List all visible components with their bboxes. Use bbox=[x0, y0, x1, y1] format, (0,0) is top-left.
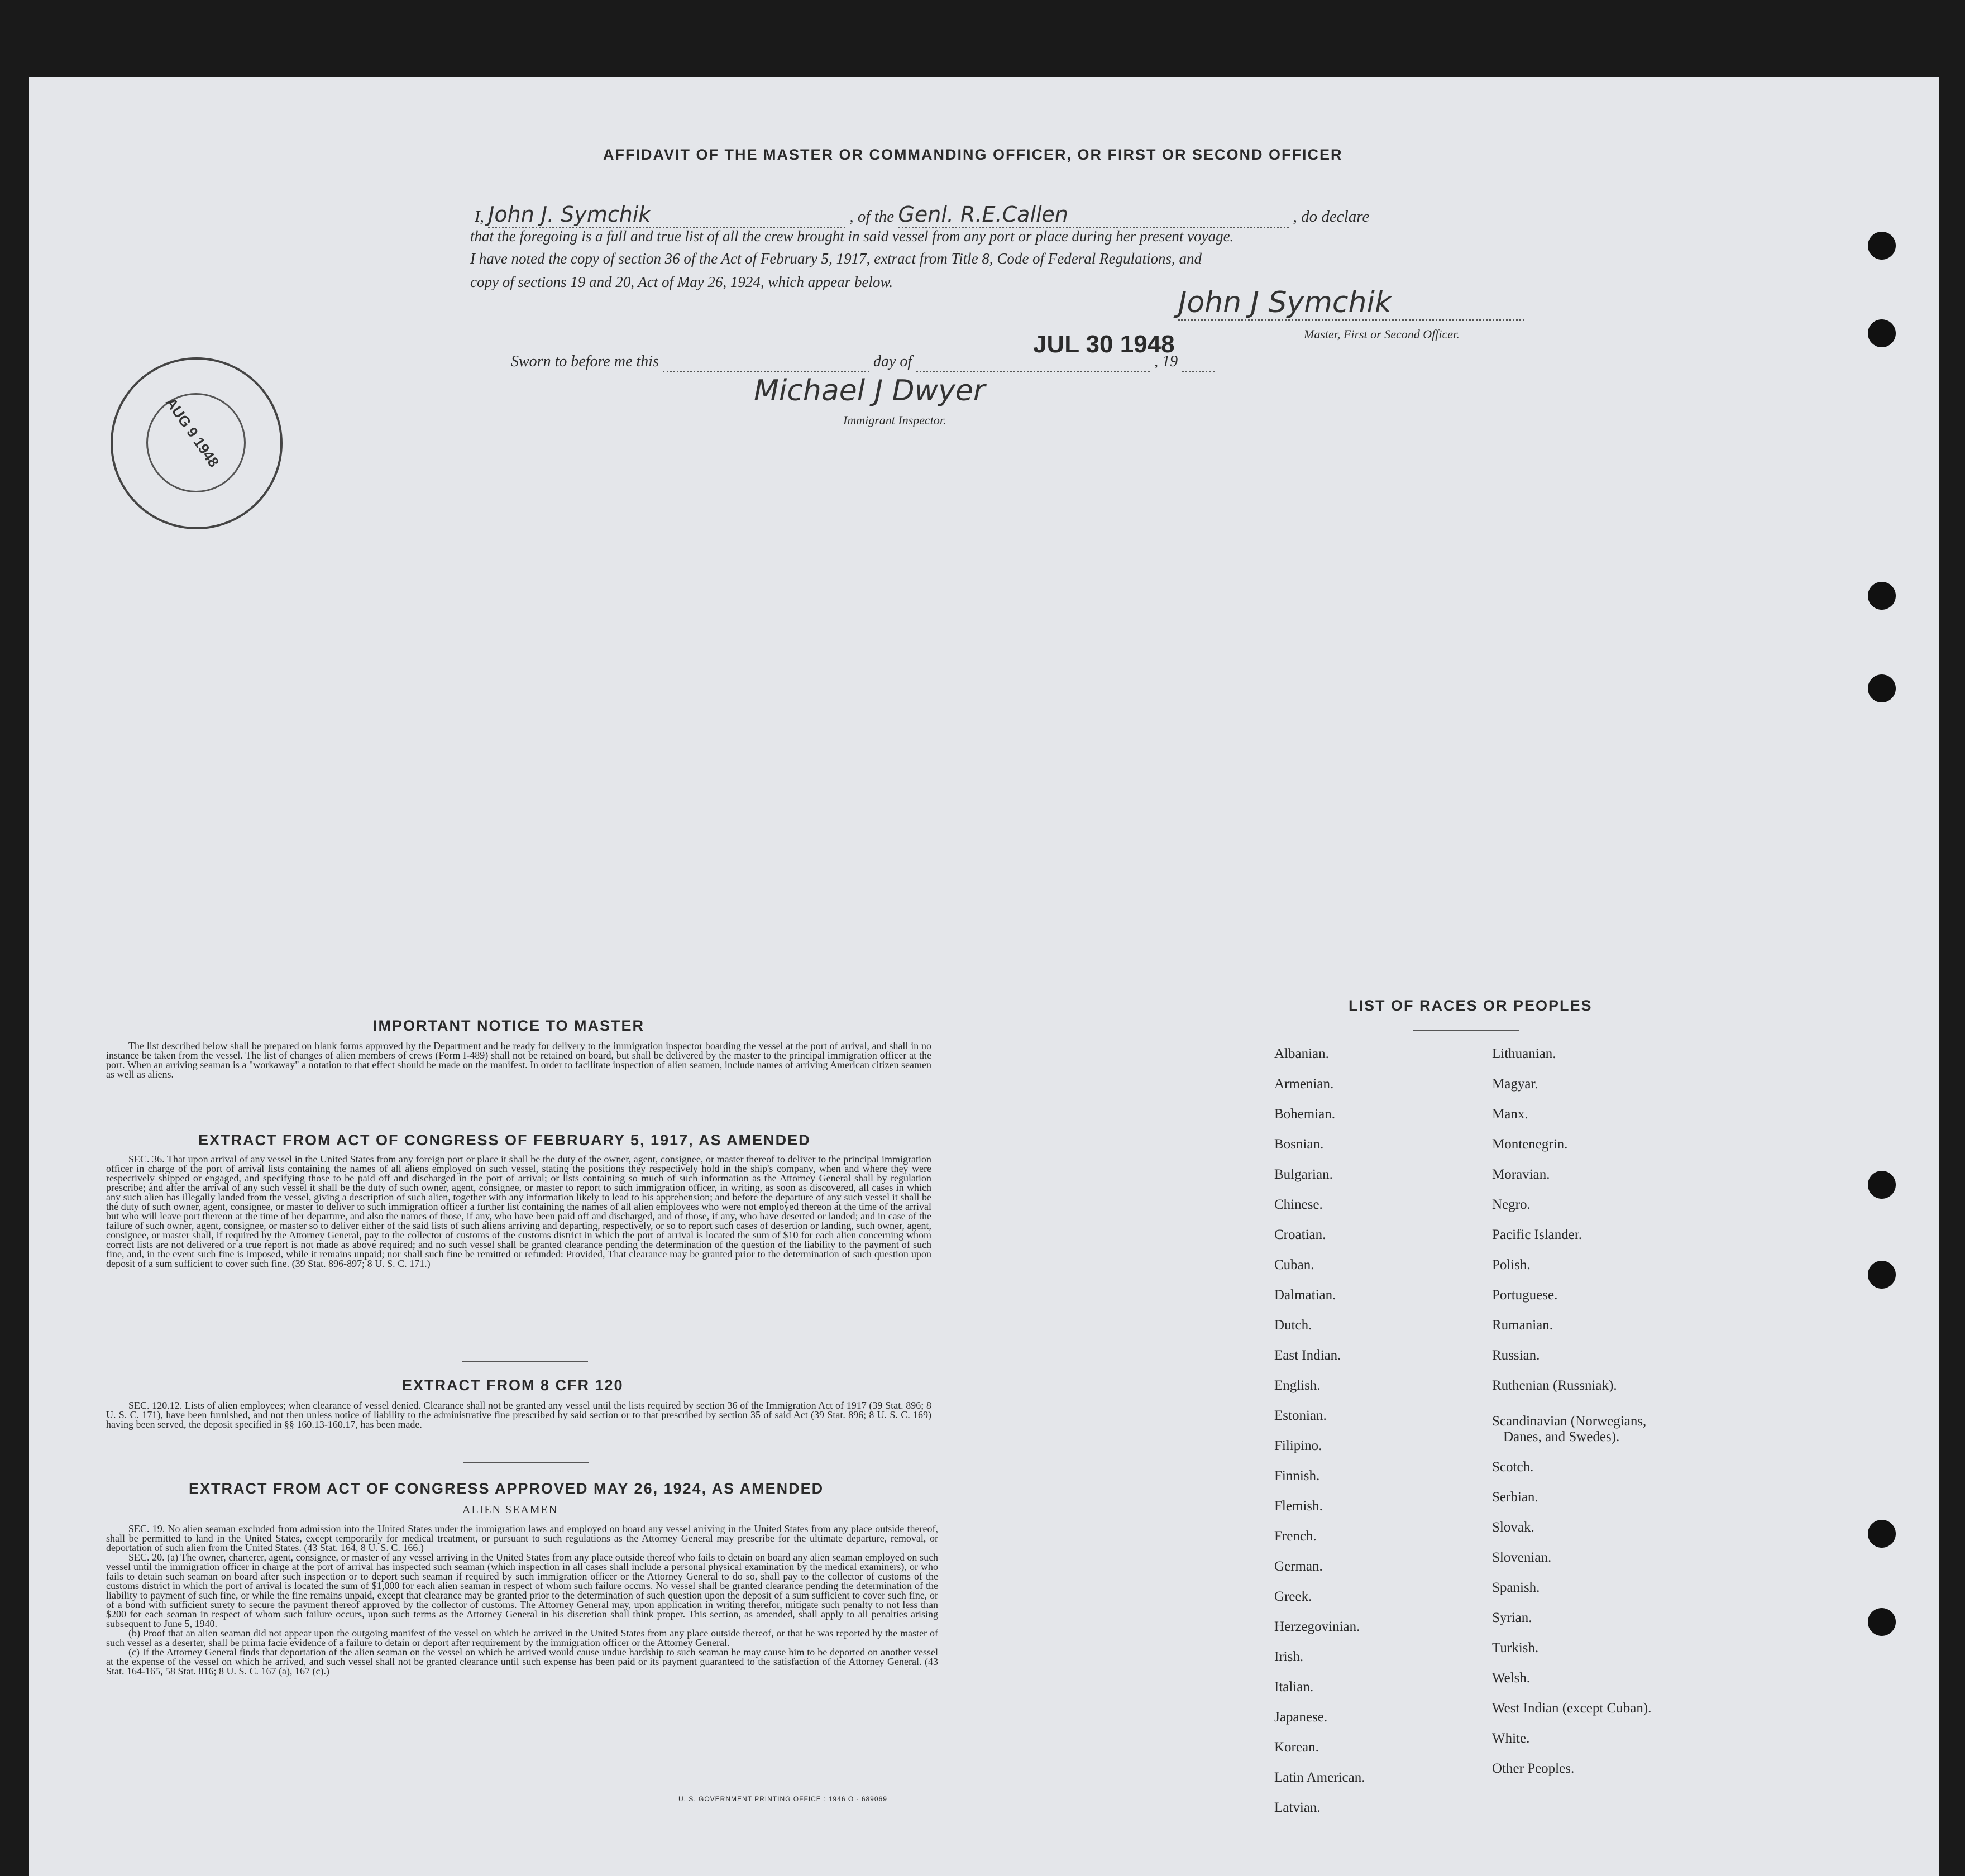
notice-text: The list described below shall be prepared on blank forms approved by the Department and be ready for delivery to the immigration inspector boarding the vessel at the port of arrival, and shall in no instance be taken from the vessel. The list of changes of alien members of crews (Form I-489) shall not be retained on board, but shall be delivered by the master to the principal immigration officer at the port. When an arriving seaman is a "workaway" a notation to that effect should be made on the manifest. In order to facilitate inspection of alien seamen, include names of arriving American citizen seamen as well as aliens. bbox=[106, 1040, 931, 1080]
race-item: Herzegovinian. bbox=[1274, 1619, 1360, 1634]
race-item: Moravian. bbox=[1492, 1167, 1550, 1182]
stamp-date: AUG 9 1948 bbox=[162, 394, 223, 471]
race-item: Croatian. bbox=[1274, 1227, 1326, 1242]
sworn-line bbox=[511, 353, 1293, 372]
affidavit-title: AFFIDAVIT OF THE MASTER OR COMMANDING OFFICER, OR FIRST OR SECOND OFFICER bbox=[603, 146, 1343, 163]
race-item: Polish. bbox=[1492, 1257, 1531, 1272]
race-item: Slovak. bbox=[1492, 1520, 1534, 1535]
race-item: Estonian. bbox=[1274, 1408, 1327, 1423]
race-item: Danes, and Swedes). bbox=[1503, 1429, 1620, 1444]
affidavit-line4: copy of sections 19 and 20, Act of May 26, 1924, which appear below. bbox=[470, 274, 893, 290]
master-caption: Master, First or Second Officer. bbox=[1304, 327, 1460, 341]
inspector-caption: Immigrant Inspector. bbox=[843, 413, 946, 427]
race-item: Korean. bbox=[1274, 1740, 1319, 1755]
inspector-signature: Michael J Dwyer bbox=[754, 374, 986, 408]
race-item: White. bbox=[1492, 1731, 1530, 1746]
binder-hole bbox=[1868, 1608, 1896, 1636]
race-item: West Indian (except Cuban). bbox=[1492, 1701, 1652, 1716]
binder-hole bbox=[1868, 1261, 1896, 1289]
binder-hole bbox=[1868, 232, 1896, 260]
race-item: Bulgarian. bbox=[1274, 1167, 1333, 1182]
race-item: Armenian. bbox=[1274, 1076, 1334, 1092]
binder-hole bbox=[1868, 1171, 1896, 1199]
races-divider bbox=[1413, 1030, 1519, 1031]
divider bbox=[463, 1462, 589, 1463]
affidavit-line2: that the foregoing is a full and true list of all the crew brought in said vessel from any port or place during her present voyage. bbox=[470, 228, 1234, 245]
extract3-body bbox=[106, 1524, 938, 1676]
race-item: Scandinavian (Norwegians, bbox=[1492, 1414, 1647, 1429]
affidavit-i: I, bbox=[475, 208, 484, 226]
race-item: Flemish. bbox=[1274, 1499, 1323, 1514]
race-item: Montenegrin. bbox=[1492, 1137, 1568, 1152]
race-item: Finnish. bbox=[1274, 1468, 1320, 1483]
extract2-title: EXTRACT FROM 8 CFR 120 bbox=[402, 1377, 624, 1394]
race-item: Lithuanian. bbox=[1492, 1046, 1556, 1061]
race-item: Magyar. bbox=[1492, 1076, 1538, 1092]
race-item: Serbian. bbox=[1492, 1490, 1538, 1505]
races-title: LIST OF RACES OR PEOPLES bbox=[1349, 997, 1593, 1014]
race-item: Other Peoples. bbox=[1492, 1761, 1575, 1776]
race-item: Dutch. bbox=[1274, 1318, 1312, 1333]
binder-hole bbox=[1868, 674, 1896, 702]
race-item: Scotch. bbox=[1492, 1459, 1534, 1475]
extract3-subtitle: ALIEN SEAMEN bbox=[462, 1504, 558, 1516]
race-item: Rumanian. bbox=[1492, 1318, 1553, 1333]
year-prefix: , 19 bbox=[1154, 353, 1178, 370]
sworn-year-field bbox=[1182, 353, 1215, 372]
race-item: Syrian. bbox=[1492, 1610, 1532, 1625]
race-item: Bosnian. bbox=[1274, 1137, 1324, 1152]
printing-office-footer: U. S. GOVERNMENT PRINTING OFFICE : 1946 O - 689069 bbox=[678, 1795, 887, 1803]
race-item: Chinese. bbox=[1274, 1197, 1323, 1212]
extract3-sec20c: (c) If the Attorney General finds that deportation of the alien seaman on the vessel on which he arrived would cause undue hardship to such seaman he may cause him to be deported on another vessel at the expense of the vessel on which he arrived, and such vessel shall not be granted clearance until such expense has been paid or its payment guaranteed to the satisfaction of the Attorney General. (43 Stat. 164-165, 58 Stat. 816; 8 U. S. C. 167 (a), 167 (c).) bbox=[106, 1647, 938, 1677]
extract3-sec19: SEC. 19. No alien seaman excluded from admission into the United States under the immigration laws and employed on board any vessel arriving in the United States from any place outside thereof, shall be permitted to land in the United States, except temporarily for medical treatment, or pursuant to such regulations as the Attorney General may prescribe for the ultimate departure, removal, or deportation of such alien from the United States. (43 Stat. 164, 8 U. S. C. 166.) bbox=[106, 1523, 938, 1553]
extract3-title: EXTRACT FROM ACT OF CONGRESS APPROVED MAY 26, 1924, AS AMENDED bbox=[189, 1480, 824, 1497]
race-item: Turkish. bbox=[1492, 1640, 1539, 1655]
master-name-field: John J. Symchik bbox=[488, 202, 845, 228]
race-item: Slovenian. bbox=[1492, 1550, 1552, 1565]
race-item: Greek. bbox=[1274, 1589, 1312, 1604]
race-item: Spanish. bbox=[1492, 1580, 1540, 1595]
affidavit-line1 bbox=[475, 202, 1524, 228]
affidavit-line3: I have noted the copy of section 36 of the Act of February 5, 1917, extract from Title 8, Code of Federal Regulations, and bbox=[470, 250, 1202, 267]
race-item: Welsh. bbox=[1492, 1671, 1531, 1686]
extract1-title: EXTRACT FROM ACT OF CONGRESS OF FEBRUARY 5, 1917, AS AMENDED bbox=[198, 1132, 811, 1148]
race-item: Pacific Islander. bbox=[1492, 1227, 1582, 1242]
race-item: Dalmatian. bbox=[1274, 1288, 1336, 1303]
binder-hole bbox=[1868, 319, 1896, 347]
extract2-text: SEC. 120.12. Lists of alien employees; when clearance of vessel denied. Clearance shall not be granted any vessel until the lists required by section 36 of the Immigration Act of 1917 (39 Stat. 896; 8 U. S. C. 171), have been furnished, and not then unless notice of liability to the administrative fine prescribed by said section or to that prescribed by section 35 of said Act (39 Stat. 896; 8 U. S. C. 169) having been served, the deposit specified in §§ 160.13-160.17, has been made. bbox=[106, 1400, 931, 1430]
inspection-stamp bbox=[111, 357, 283, 529]
race-item: Russian. bbox=[1492, 1348, 1540, 1363]
affidavit-do-declare: , do declare bbox=[1293, 208, 1370, 226]
race-item: Filipino. bbox=[1274, 1438, 1322, 1453]
race-item: East Indian. bbox=[1274, 1348, 1341, 1363]
binder-hole bbox=[1868, 582, 1896, 610]
vessel-name-field: Genl. R.E.Callen bbox=[898, 202, 1289, 228]
master-signature: John J Symchik bbox=[1178, 286, 1524, 321]
extract3-sec20b: (b) Proof that an alien seaman did not appear upon the outgoing manifest of the vessel on which he arrived in the United States from any place outside thereof, or that he was reported by the master of such vessel as a deserter, shall be prima facie evidence of a failure to detain or deport after requirement by the immigration officer or the Attorney General. bbox=[106, 1628, 938, 1648]
race-item: Irish. bbox=[1274, 1649, 1304, 1664]
day-of-label: day of bbox=[873, 353, 912, 370]
binder-hole bbox=[1868, 1520, 1896, 1548]
affidavit-of-the: , of the bbox=[849, 208, 895, 226]
race-item: Negro. bbox=[1492, 1197, 1531, 1212]
race-item: Italian. bbox=[1274, 1679, 1314, 1695]
race-item: Bohemian. bbox=[1274, 1107, 1336, 1122]
race-item: Portuguese. bbox=[1492, 1288, 1558, 1303]
race-item: Cuban. bbox=[1274, 1257, 1314, 1272]
date-stamp: JUL 30 1948 bbox=[1033, 331, 1175, 358]
race-item: English. bbox=[1274, 1378, 1321, 1393]
race-item: Manx. bbox=[1492, 1107, 1528, 1122]
race-item: Albanian. bbox=[1274, 1046, 1329, 1061]
race-item: Ruthenian (Russniak). bbox=[1492, 1378, 1617, 1393]
race-item: Latvian. bbox=[1274, 1800, 1321, 1815]
divider bbox=[462, 1361, 588, 1362]
notice-title: IMPORTANT NOTICE TO MASTER bbox=[373, 1017, 644, 1034]
race-item: Latin American. bbox=[1274, 1770, 1365, 1785]
extract3-sec20a: SEC. 20. (a) The owner, charterer, agent, consignee, or master of any vessel arriving in the United States from any place outside thereof who fails to detain on board any alien seaman employed on such vessel until the immigration officer in charge at the port of arrival has inspected such seaman (which inspection in all cases shall include a personal physical examination by the medical examiners), or who fails to detain such seaman on board after such inspection or to deport such seaman if required by such immigration officer or the Attorney General to do so, shall pay to the collector of customs of the customs district in which the port of arrival is located the sum of $1,000 for each alien seaman in respect of whom such failure occurs. No vessel shall be granted clearance pending the determination of the liability to payment of such fine, or while the fine remains unpaid, except that clearance may be granted prior to the determination of such question upon the deposit of a sum sufficient to cover such fine, or of a bond with sufficient surety to secure the payment thereof approved by the collector of customs. The Attorney General may, upon application in writing therefor, mitigate such penalty to not less than $200 for each seaman in respect of whom such failure occurs, upon such terms as the Attorney General in his discretion shall think proper. This section, as amended, shall apply to all penalties arising subsequent to June 5, 1940. bbox=[106, 1552, 938, 1629]
sworn-label: Sworn to before me this bbox=[511, 353, 659, 370]
race-item: Japanese. bbox=[1274, 1710, 1328, 1725]
sworn-day-field bbox=[663, 353, 869, 372]
extract1-text: SEC. 36. That upon arrival of any vessel in the United States from any foreign port or place it shall be the duty of the owner, agent, consignee, or master thereof to deliver to the principal immigration officer in charge of the port of arrival lists containing the names of all aliens employed on such vessel, stating the positions they respectively hold in the ship's company, when and where they were respectively shipped or engaged, and specifying those to be paid off and discharged in the port of arrival; or lists containing so much of such information as the Attorney General shall by regulation prescribe; and after the arrival of any such vessel it shall be the duty of such owner, agent, consignee, or master to report to such immigration officer, in writing, as soon as discovered, all cases in which any such alien has illegally landed from the vessel, giving a description of such alien, together with any information likely to lead to his apprehension; and before the departure of any such vessel it shall be the duty of such owner, agent, consignee, or master to deliver to such immigration officer a further list containing the names of all alien employees who were not employed thereon at the time of the arrival but who will leave port thereon at the time of her departure, and also the names of those, if any, who have been paid off and discharged, and of those, if any, who have deserted or landed; and in case of the failure of such owner, agent, consignee, or master so to deliver either of the said lists of such aliens arriving and departing, respectively, or so to report such cases of desertion or landing, such owner, agent, consignee, or master shall, if required by the Attorney General, pay to the collector of customs of the customs district in which the port of arrival is located the sum of $10 for each alien concerning whom correct lists are not delivered or a true report is not made as above required; and no such vessel shall be granted clearance pending the determination of the question of the liability to the payment of such fine, and, in the event such fine is imposed, while it remains unpaid; nor shall such fine be remitted or refunded: Provided, That clearance may be granted prior to the determination of such question upon deposit of a sum sufficient to cover such fine. (39 Stat. 896-897; 8 U. S. C. 171.) bbox=[106, 1154, 931, 1269]
race-item: German. bbox=[1274, 1559, 1323, 1574]
race-item: French. bbox=[1274, 1529, 1317, 1544]
